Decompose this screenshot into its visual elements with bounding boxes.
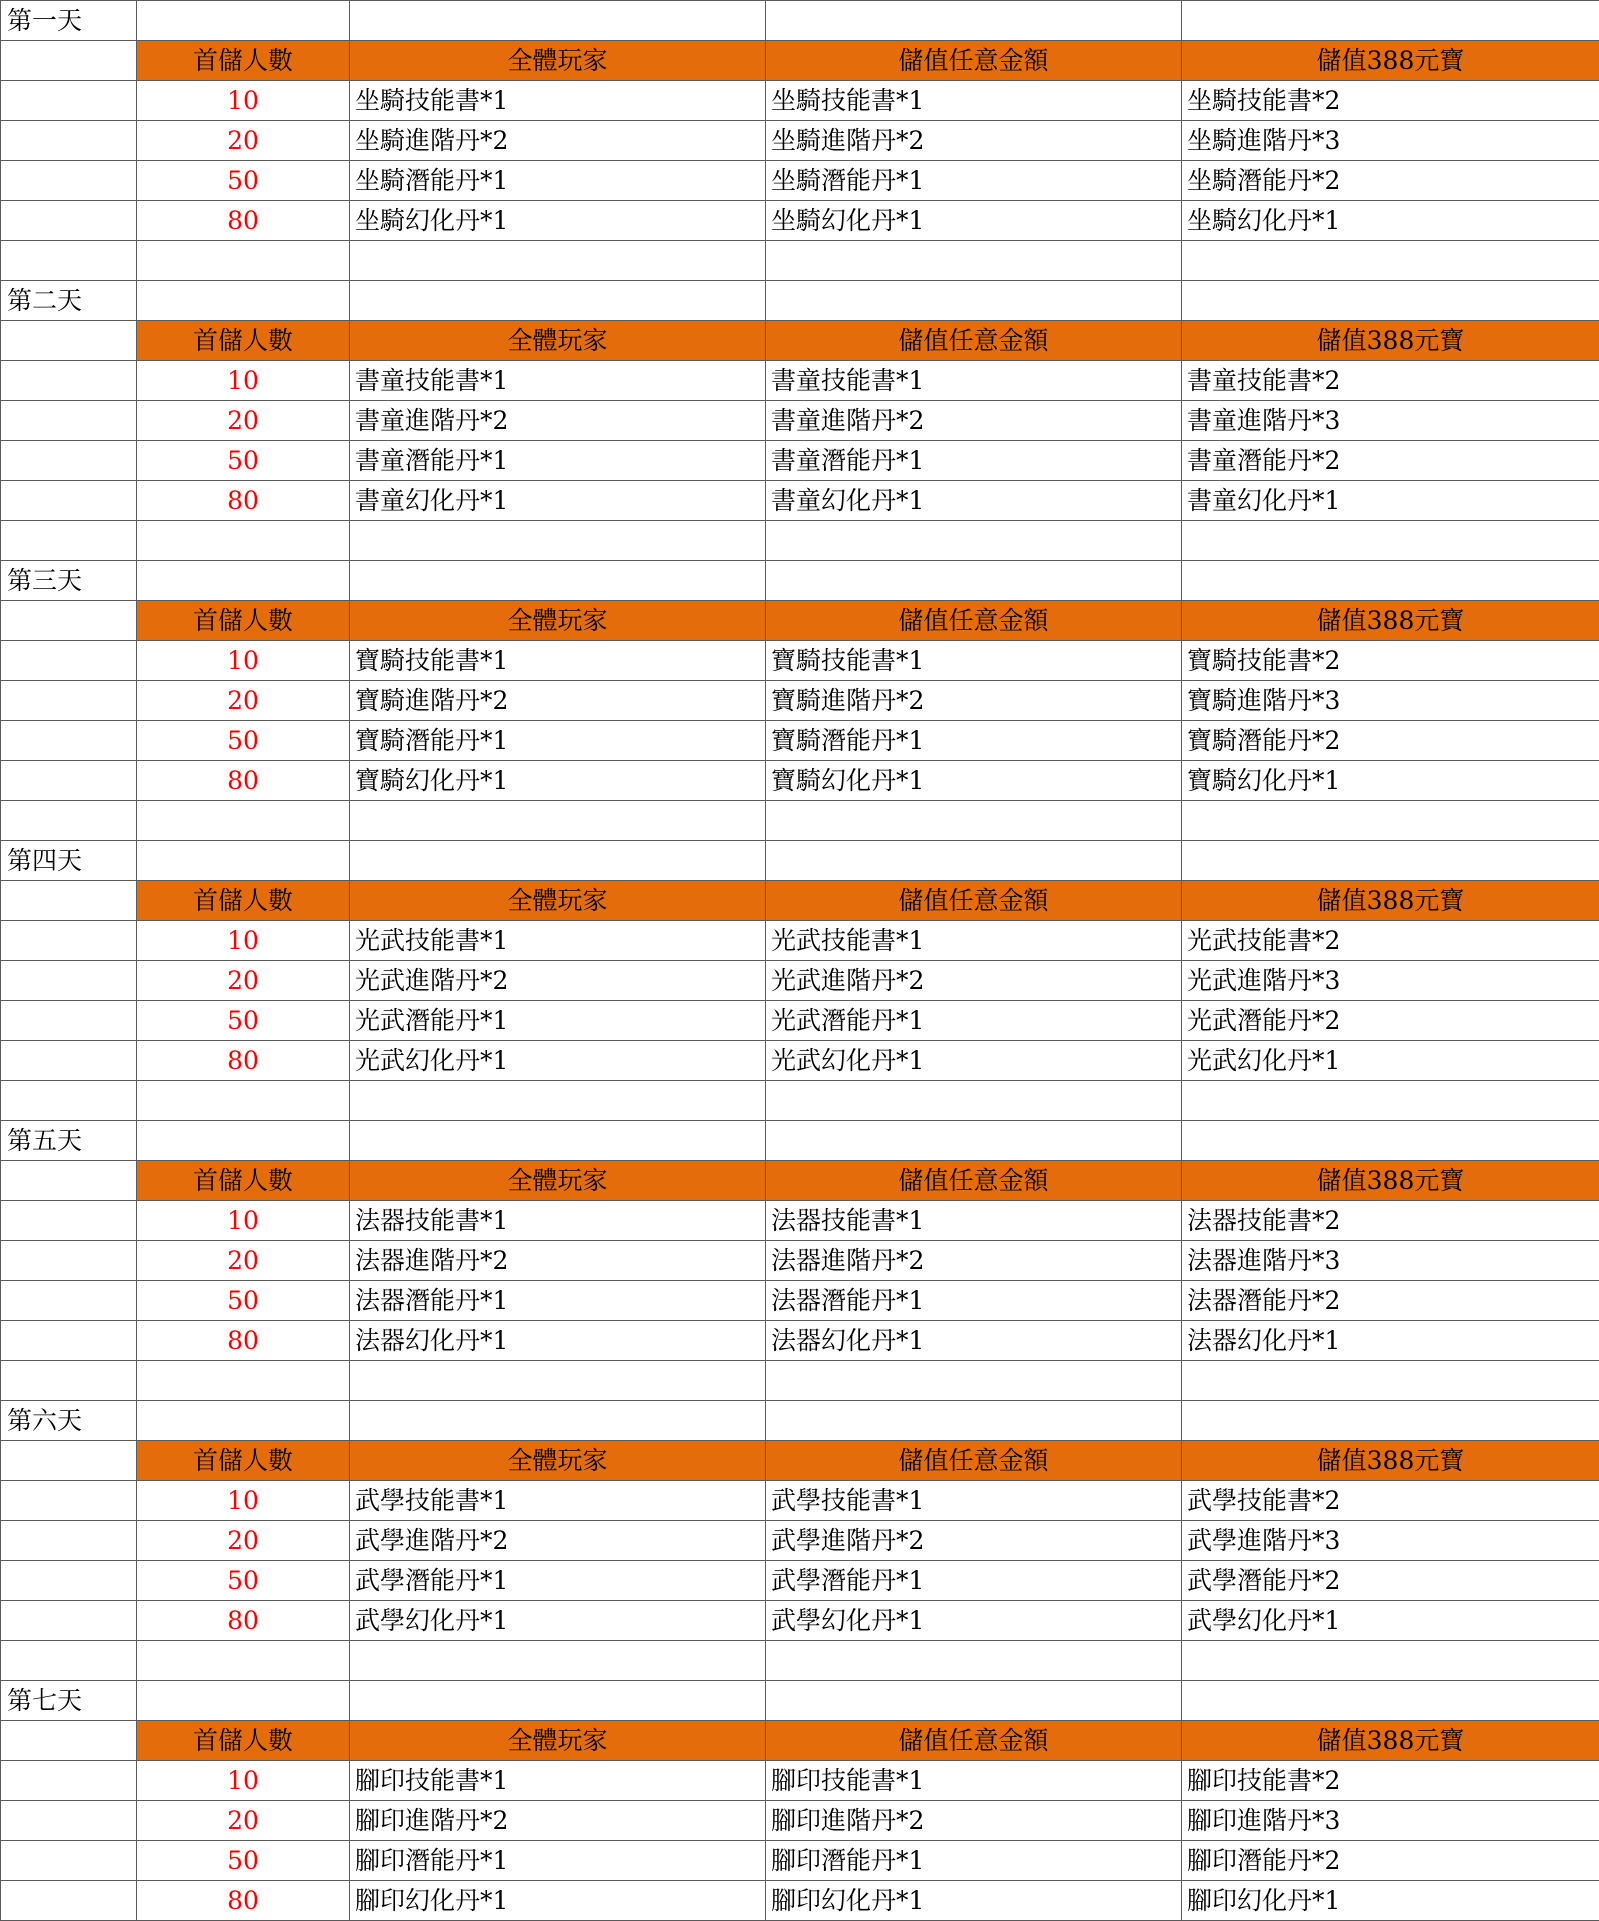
empty-cell[interactable] bbox=[1, 401, 137, 441]
empty-cell[interactable] bbox=[1, 1001, 137, 1041]
any-amount-reward-cell[interactable]: 腳印進階丹*2 bbox=[766, 1801, 1182, 1841]
count-cell[interactable]: 50 bbox=[137, 721, 350, 761]
amount-388-reward-cell[interactable]: 書童潛能丹*2 bbox=[1182, 441, 1599, 481]
amount-388-reward-cell[interactable]: 武學進階丹*3 bbox=[1182, 1521, 1599, 1561]
day-title-row bbox=[1, 1121, 1599, 1161]
empty-cell[interactable] bbox=[766, 1361, 1182, 1401]
count-cell[interactable]: 20 bbox=[137, 121, 350, 161]
any-amount-reward-cell[interactable]: 武學進階丹*2 bbox=[766, 1521, 1182, 1561]
all-players-reward-cell[interactable]: 法器進階丹*2 bbox=[350, 1241, 766, 1281]
amount-388-reward-cell[interactable]: 坐騎潛能丹*2 bbox=[1182, 161, 1599, 201]
empty-cell[interactable] bbox=[350, 1681, 766, 1721]
empty-cell[interactable] bbox=[1182, 801, 1599, 841]
all-players-reward-cell[interactable]: 寶騎技能書*1 bbox=[350, 641, 766, 681]
empty-cell[interactable] bbox=[766, 281, 1182, 321]
day-title[interactable]: 第七天 bbox=[1, 1681, 137, 1721]
empty-cell[interactable] bbox=[1182, 241, 1599, 281]
amount-388-reward-cell[interactable]: 寶騎技能書*2 bbox=[1182, 641, 1599, 681]
empty-cell[interactable] bbox=[1, 321, 137, 361]
all-players-reward-cell[interactable]: 書童潛能丹*1 bbox=[350, 441, 766, 481]
day-title-row bbox=[1, 1, 1599, 41]
empty-cell[interactable] bbox=[1, 881, 137, 921]
header-row bbox=[1, 881, 1599, 921]
amount-388-reward-cell[interactable]: 法器進階丹*3 bbox=[1182, 1241, 1599, 1281]
all-players-reward-cell[interactable]: 武學進階丹*2 bbox=[350, 1521, 766, 1561]
empty-cell[interactable] bbox=[137, 801, 350, 841]
header-any-amount[interactable]: 儲值任意金額 bbox=[766, 601, 1182, 641]
spacer-row bbox=[1, 1081, 1599, 1121]
empty-cell[interactable] bbox=[1, 161, 137, 201]
any-amount-reward-cell[interactable]: 腳印潛能丹*1 bbox=[766, 1841, 1182, 1881]
amount-388-reward-cell[interactable]: 坐騎幻化丹*1 bbox=[1182, 201, 1599, 241]
any-amount-reward-cell[interactable]: 武學潛能丹*1 bbox=[766, 1561, 1182, 1601]
reward-row bbox=[1, 721, 1599, 761]
empty-cell[interactable] bbox=[1, 121, 137, 161]
amount-388-reward-cell[interactable]: 坐騎技能書*2 bbox=[1182, 81, 1599, 121]
empty-cell[interactable] bbox=[766, 841, 1182, 881]
empty-cell[interactable] bbox=[1182, 841, 1599, 881]
empty-cell[interactable] bbox=[350, 1361, 766, 1401]
header-all-players[interactable]: 全體玩家 bbox=[350, 601, 766, 641]
header-count[interactable]: 首儲人數 bbox=[137, 1161, 350, 1201]
empty-cell[interactable] bbox=[137, 521, 350, 561]
amount-388-reward-cell[interactable]: 腳印潛能丹*2 bbox=[1182, 1841, 1599, 1881]
any-amount-reward-cell[interactable]: 法器進階丹*2 bbox=[766, 1241, 1182, 1281]
count-cell[interactable]: 10 bbox=[137, 641, 350, 681]
all-players-reward-cell[interactable]: 寶騎進階丹*2 bbox=[350, 681, 766, 721]
all-players-reward-cell[interactable]: 書童幻化丹*1 bbox=[350, 481, 766, 521]
reward-row bbox=[1, 441, 1599, 481]
header-count[interactable]: 首儲人數 bbox=[137, 1441, 350, 1481]
empty-cell[interactable] bbox=[1, 961, 137, 1001]
empty-cell[interactable] bbox=[1, 81, 137, 121]
day-title[interactable]: 第四天 bbox=[1, 841, 137, 881]
any-amount-reward-cell[interactable]: 武學技能書*1 bbox=[766, 1481, 1182, 1521]
empty-cell[interactable] bbox=[1, 801, 137, 841]
header-all-players[interactable]: 全體玩家 bbox=[350, 1721, 766, 1761]
all-players-reward-cell[interactable]: 寶騎幻化丹*1 bbox=[350, 761, 766, 801]
empty-cell[interactable] bbox=[766, 1081, 1182, 1121]
reward-row bbox=[1, 1041, 1599, 1081]
count-cell[interactable]: 20 bbox=[137, 681, 350, 721]
amount-388-reward-cell[interactable]: 寶騎潛能丹*2 bbox=[1182, 721, 1599, 761]
header-388[interactable]: 儲值388元寶 bbox=[1182, 881, 1599, 921]
count-cell[interactable]: 20 bbox=[137, 1801, 350, 1841]
reward-row bbox=[1, 1321, 1599, 1361]
reward-row bbox=[1, 481, 1599, 521]
empty-cell[interactable] bbox=[1182, 1361, 1599, 1401]
amount-388-reward-cell[interactable]: 坐騎進階丹*3 bbox=[1182, 121, 1599, 161]
header-388[interactable]: 儲值388元寶 bbox=[1182, 321, 1599, 361]
amount-388-reward-cell[interactable]: 光武潛能丹*2 bbox=[1182, 1001, 1599, 1041]
empty-cell[interactable] bbox=[1, 1481, 137, 1521]
amount-388-reward-cell[interactable]: 書童進階丹*3 bbox=[1182, 401, 1599, 441]
all-players-reward-cell[interactable]: 法器幻化丹*1 bbox=[350, 1321, 766, 1361]
reward-row bbox=[1, 761, 1599, 801]
any-amount-reward-cell[interactable]: 寶騎技能書*1 bbox=[766, 641, 1182, 681]
header-count[interactable]: 首儲人數 bbox=[137, 881, 350, 921]
header-any-amount[interactable]: 儲值任意金額 bbox=[766, 321, 1182, 361]
empty-cell[interactable] bbox=[1, 1521, 137, 1561]
amount-388-reward-cell[interactable]: 光武進階丹*3 bbox=[1182, 961, 1599, 1001]
empty-cell[interactable] bbox=[766, 801, 1182, 841]
day-title[interactable]: 第一天 bbox=[1, 1, 137, 41]
empty-cell[interactable] bbox=[766, 1681, 1182, 1721]
empty-cell[interactable] bbox=[766, 241, 1182, 281]
reward-row bbox=[1, 1521, 1599, 1561]
header-all-players[interactable]: 全體玩家 bbox=[350, 41, 766, 81]
count-cell[interactable]: 80 bbox=[137, 201, 350, 241]
amount-388-reward-cell[interactable]: 書童幻化丹*1 bbox=[1182, 481, 1599, 521]
empty-cell[interactable] bbox=[350, 241, 766, 281]
any-amount-reward-cell[interactable]: 寶騎進階丹*2 bbox=[766, 681, 1182, 721]
all-players-reward-cell[interactable]: 坐騎幻化丹*1 bbox=[350, 201, 766, 241]
count-cell[interactable]: 50 bbox=[137, 1001, 350, 1041]
count-cell[interactable]: 50 bbox=[137, 441, 350, 481]
empty-cell[interactable] bbox=[1, 1361, 137, 1401]
empty-cell[interactable] bbox=[1, 1081, 137, 1121]
any-amount-reward-cell[interactable]: 寶騎潛能丹*1 bbox=[766, 721, 1182, 761]
count-cell[interactable]: 80 bbox=[137, 761, 350, 801]
count-cell[interactable]: 20 bbox=[137, 401, 350, 441]
all-players-reward-cell[interactable]: 光武技能書*1 bbox=[350, 921, 766, 961]
count-cell[interactable]: 20 bbox=[137, 961, 350, 1001]
empty-cell[interactable] bbox=[1, 921, 137, 961]
empty-cell[interactable] bbox=[766, 1, 1182, 41]
any-amount-reward-cell[interactable]: 法器幻化丹*1 bbox=[766, 1321, 1182, 1361]
empty-cell[interactable] bbox=[1, 1601, 137, 1641]
count-cell[interactable]: 10 bbox=[137, 921, 350, 961]
day-title[interactable]: 第二天 bbox=[1, 281, 137, 321]
empty-cell[interactable] bbox=[1, 641, 137, 681]
all-players-reward-cell[interactable]: 武學技能書*1 bbox=[350, 1481, 766, 1521]
empty-cell[interactable] bbox=[350, 281, 766, 321]
spacer-row bbox=[1, 1361, 1599, 1401]
empty-cell[interactable] bbox=[1, 1841, 137, 1881]
count-cell[interactable]: 10 bbox=[137, 1481, 350, 1521]
empty-cell[interactable] bbox=[1182, 561, 1599, 601]
amount-388-reward-cell[interactable]: 光武幻化丹*1 bbox=[1182, 1041, 1599, 1081]
any-amount-reward-cell[interactable]: 坐騎技能書*1 bbox=[766, 81, 1182, 121]
empty-cell[interactable] bbox=[1182, 1121, 1599, 1161]
count-cell[interactable]: 20 bbox=[137, 1241, 350, 1281]
count-cell[interactable]: 50 bbox=[137, 1281, 350, 1321]
reward-table-body bbox=[1, 1, 1599, 1921]
reward-row bbox=[1, 401, 1599, 441]
empty-cell[interactable] bbox=[137, 1361, 350, 1401]
empty-cell[interactable] bbox=[1182, 1641, 1599, 1681]
count-cell[interactable]: 10 bbox=[137, 1201, 350, 1241]
count-cell[interactable]: 80 bbox=[137, 1601, 350, 1641]
header-any-amount[interactable]: 儲值任意金額 bbox=[766, 41, 1182, 81]
empty-cell[interactable] bbox=[1, 1321, 137, 1361]
header-388[interactable]: 儲值388元寶 bbox=[1182, 1721, 1599, 1761]
any-amount-reward-cell[interactable]: 坐騎進階丹*2 bbox=[766, 121, 1182, 161]
header-row bbox=[1, 321, 1599, 361]
amount-388-reward-cell[interactable]: 光武技能書*2 bbox=[1182, 921, 1599, 961]
empty-cell[interactable] bbox=[766, 521, 1182, 561]
day-title-row bbox=[1, 561, 1599, 601]
empty-cell[interactable] bbox=[1, 601, 137, 641]
all-players-reward-cell[interactable]: 腳印技能書*1 bbox=[350, 1761, 766, 1801]
empty-cell[interactable] bbox=[1, 41, 137, 81]
amount-388-reward-cell[interactable]: 書童技能書*2 bbox=[1182, 361, 1599, 401]
all-players-reward-cell[interactable]: 書童技能書*1 bbox=[350, 361, 766, 401]
any-amount-reward-cell[interactable]: 武學幻化丹*1 bbox=[766, 1601, 1182, 1641]
empty-cell[interactable] bbox=[1, 481, 137, 521]
empty-cell[interactable] bbox=[1, 1721, 137, 1761]
any-amount-reward-cell[interactable]: 光武進階丹*2 bbox=[766, 961, 1182, 1001]
day-title-row bbox=[1, 841, 1599, 881]
count-cell[interactable]: 50 bbox=[137, 1561, 350, 1601]
empty-cell[interactable] bbox=[1182, 1, 1599, 41]
amount-388-reward-cell[interactable]: 武學技能書*2 bbox=[1182, 1481, 1599, 1521]
empty-cell[interactable] bbox=[137, 1, 350, 41]
count-cell[interactable]: 80 bbox=[137, 1881, 350, 1921]
empty-cell[interactable] bbox=[137, 1641, 350, 1681]
header-all-players[interactable]: 全體玩家 bbox=[350, 1441, 766, 1481]
reward-row bbox=[1, 1281, 1599, 1321]
header-any-amount[interactable]: 儲值任意金額 bbox=[766, 1441, 1182, 1481]
empty-cell[interactable] bbox=[1, 1801, 137, 1841]
header-row bbox=[1, 1441, 1599, 1481]
reward-row bbox=[1, 1561, 1599, 1601]
amount-388-reward-cell[interactable]: 法器技能書*2 bbox=[1182, 1201, 1599, 1241]
reward-row bbox=[1, 201, 1599, 241]
any-amount-reward-cell[interactable]: 法器技能書*1 bbox=[766, 1201, 1182, 1241]
amount-388-reward-cell[interactable]: 寶騎進階丹*3 bbox=[1182, 681, 1599, 721]
empty-cell[interactable] bbox=[137, 1081, 350, 1121]
header-any-amount[interactable]: 儲值任意金額 bbox=[766, 1721, 1182, 1761]
all-players-reward-cell[interactable]: 坐騎技能書*1 bbox=[350, 81, 766, 121]
empty-cell[interactable] bbox=[350, 521, 766, 561]
empty-cell[interactable] bbox=[1182, 1681, 1599, 1721]
day-title[interactable]: 第五天 bbox=[1, 1121, 137, 1161]
count-cell[interactable]: 50 bbox=[137, 1841, 350, 1881]
any-amount-reward-cell[interactable]: 腳印技能書*1 bbox=[766, 1761, 1182, 1801]
empty-cell[interactable] bbox=[1, 1201, 137, 1241]
all-players-reward-cell[interactable]: 腳印幻化丹*1 bbox=[350, 1881, 766, 1921]
empty-cell[interactable] bbox=[1182, 1081, 1599, 1121]
reward-row bbox=[1, 1841, 1599, 1881]
amount-388-reward-cell[interactable]: 武學幻化丹*1 bbox=[1182, 1601, 1599, 1641]
any-amount-reward-cell[interactable]: 光武潛能丹*1 bbox=[766, 1001, 1182, 1041]
reward-row bbox=[1, 1201, 1599, 1241]
any-amount-reward-cell[interactable]: 坐騎潛能丹*1 bbox=[766, 161, 1182, 201]
header-count[interactable]: 首儲人數 bbox=[137, 1721, 350, 1761]
any-amount-reward-cell[interactable]: 書童幻化丹*1 bbox=[766, 481, 1182, 521]
amount-388-reward-cell[interactable]: 法器幻化丹*1 bbox=[1182, 1321, 1599, 1361]
reward-row bbox=[1, 1241, 1599, 1281]
header-count[interactable]: 首儲人數 bbox=[137, 601, 350, 641]
reward-row bbox=[1, 681, 1599, 721]
reward-row bbox=[1, 81, 1599, 121]
empty-cell[interactable] bbox=[1, 521, 137, 561]
reward-row bbox=[1, 1801, 1599, 1841]
reward-row bbox=[1, 161, 1599, 201]
empty-cell[interactable] bbox=[766, 1121, 1182, 1161]
all-players-reward-cell[interactable]: 寶騎潛能丹*1 bbox=[350, 721, 766, 761]
count-cell[interactable]: 10 bbox=[137, 1761, 350, 1801]
reward-row bbox=[1, 361, 1599, 401]
any-amount-reward-cell[interactable]: 寶騎幻化丹*1 bbox=[766, 761, 1182, 801]
day-title-row bbox=[1, 281, 1599, 321]
header-row bbox=[1, 41, 1599, 81]
all-players-reward-cell[interactable]: 法器潛能丹*1 bbox=[350, 1281, 766, 1321]
empty-cell[interactable] bbox=[1182, 521, 1599, 561]
count-cell[interactable]: 80 bbox=[137, 1041, 350, 1081]
all-players-reward-cell[interactable]: 坐騎潛能丹*1 bbox=[350, 161, 766, 201]
empty-cell[interactable] bbox=[1182, 281, 1599, 321]
header-row bbox=[1, 1161, 1599, 1201]
empty-cell[interactable] bbox=[1, 241, 137, 281]
empty-cell[interactable] bbox=[137, 1401, 350, 1441]
amount-388-reward-cell[interactable]: 腳印進階丹*3 bbox=[1182, 1801, 1599, 1841]
empty-cell[interactable] bbox=[1, 1281, 137, 1321]
empty-cell[interactable] bbox=[766, 1401, 1182, 1441]
any-amount-reward-cell[interactable]: 法器潛能丹*1 bbox=[766, 1281, 1182, 1321]
header-any-amount[interactable]: 儲值任意金額 bbox=[766, 881, 1182, 921]
empty-cell[interactable] bbox=[1, 1641, 137, 1681]
empty-cell[interactable] bbox=[1, 1561, 137, 1601]
empty-cell[interactable] bbox=[1, 761, 137, 801]
count-cell[interactable]: 20 bbox=[137, 1521, 350, 1561]
header-388[interactable]: 儲值388元寶 bbox=[1182, 1441, 1599, 1481]
empty-cell[interactable] bbox=[1, 201, 137, 241]
spacer-row bbox=[1, 521, 1599, 561]
day-title[interactable]: 第三天 bbox=[1, 561, 137, 601]
empty-cell[interactable] bbox=[137, 241, 350, 281]
empty-cell[interactable] bbox=[1, 681, 137, 721]
any-amount-reward-cell[interactable]: 光武幻化丹*1 bbox=[766, 1041, 1182, 1081]
day-title-row bbox=[1, 1401, 1599, 1441]
all-players-reward-cell[interactable]: 法器技能書*1 bbox=[350, 1201, 766, 1241]
empty-cell[interactable] bbox=[350, 1121, 766, 1161]
any-amount-reward-cell[interactable]: 書童進階丹*2 bbox=[766, 401, 1182, 441]
empty-cell[interactable] bbox=[350, 1401, 766, 1441]
reward-row bbox=[1, 1601, 1599, 1641]
header-row bbox=[1, 1721, 1599, 1761]
any-amount-reward-cell[interactable]: 書童潛能丹*1 bbox=[766, 441, 1182, 481]
amount-388-reward-cell[interactable]: 武學潛能丹*2 bbox=[1182, 1561, 1599, 1601]
all-players-reward-cell[interactable]: 腳印進階丹*2 bbox=[350, 1801, 766, 1841]
any-amount-reward-cell[interactable]: 書童技能書*1 bbox=[766, 361, 1182, 401]
empty-cell[interactable] bbox=[137, 1121, 350, 1161]
reward-row bbox=[1, 641, 1599, 681]
empty-cell[interactable] bbox=[350, 1, 766, 41]
all-players-reward-cell[interactable]: 光武進階丹*2 bbox=[350, 961, 766, 1001]
empty-cell[interactable] bbox=[1, 1761, 137, 1801]
all-players-reward-cell[interactable]: 武學潛能丹*1 bbox=[350, 1561, 766, 1601]
empty-cell[interactable] bbox=[350, 841, 766, 881]
empty-cell[interactable] bbox=[1, 1881, 137, 1921]
empty-cell[interactable] bbox=[1, 721, 137, 761]
empty-cell[interactable] bbox=[137, 1681, 350, 1721]
empty-cell[interactable] bbox=[766, 561, 1182, 601]
header-any-amount[interactable]: 儲值任意金額 bbox=[766, 1161, 1182, 1201]
header-all-players[interactable]: 全體玩家 bbox=[350, 1161, 766, 1201]
any-amount-reward-cell[interactable]: 腳印幻化丹*1 bbox=[766, 1881, 1182, 1921]
spacer-row bbox=[1, 801, 1599, 841]
reward-row bbox=[1, 1881, 1599, 1921]
empty-cell[interactable] bbox=[1, 361, 137, 401]
header-row bbox=[1, 601, 1599, 641]
any-amount-reward-cell[interactable]: 光武技能書*1 bbox=[766, 921, 1182, 961]
amount-388-reward-cell[interactable]: 法器潛能丹*2 bbox=[1182, 1281, 1599, 1321]
count-cell[interactable]: 50 bbox=[137, 161, 350, 201]
all-players-reward-cell[interactable]: 武學幻化丹*1 bbox=[350, 1601, 766, 1641]
spacer-row bbox=[1, 1641, 1599, 1681]
count-cell[interactable]: 10 bbox=[137, 81, 350, 121]
all-players-reward-cell[interactable]: 腳印潛能丹*1 bbox=[350, 1841, 766, 1881]
empty-cell[interactable] bbox=[350, 801, 766, 841]
empty-cell[interactable] bbox=[350, 1081, 766, 1121]
all-players-reward-cell[interactable]: 光武幻化丹*1 bbox=[350, 1041, 766, 1081]
header-all-players[interactable]: 全體玩家 bbox=[350, 321, 766, 361]
header-388[interactable]: 儲值388元寶 bbox=[1182, 601, 1599, 641]
day-title[interactable]: 第六天 bbox=[1, 1401, 137, 1441]
empty-cell[interactable] bbox=[137, 841, 350, 881]
empty-cell[interactable] bbox=[1, 441, 137, 481]
count-cell[interactable]: 10 bbox=[137, 361, 350, 401]
reward-row bbox=[1, 121, 1599, 161]
empty-cell[interactable] bbox=[350, 561, 766, 601]
amount-388-reward-cell[interactable]: 腳印幻化丹*1 bbox=[1182, 1881, 1599, 1921]
count-cell[interactable]: 80 bbox=[137, 481, 350, 521]
reward-row bbox=[1, 1481, 1599, 1521]
empty-cell[interactable] bbox=[137, 281, 350, 321]
spacer-row bbox=[1, 241, 1599, 281]
empty-cell[interactable] bbox=[766, 1641, 1182, 1681]
empty-cell[interactable] bbox=[1182, 1401, 1599, 1441]
empty-cell[interactable] bbox=[1, 1241, 137, 1281]
count-cell[interactable]: 80 bbox=[137, 1321, 350, 1361]
header-388[interactable]: 儲值388元寶 bbox=[1182, 41, 1599, 81]
reward-row bbox=[1, 921, 1599, 961]
all-players-reward-cell[interactable]: 坐騎進階丹*2 bbox=[350, 121, 766, 161]
amount-388-reward-cell[interactable]: 寶騎幻化丹*1 bbox=[1182, 761, 1599, 801]
header-all-players[interactable]: 全體玩家 bbox=[350, 881, 766, 921]
reward-row bbox=[1, 1761, 1599, 1801]
header-count[interactable]: 首儲人數 bbox=[137, 41, 350, 81]
empty-cell[interactable] bbox=[1, 1161, 137, 1201]
amount-388-reward-cell[interactable]: 腳印技能書*2 bbox=[1182, 1761, 1599, 1801]
empty-cell[interactable] bbox=[1, 1041, 137, 1081]
all-players-reward-cell[interactable]: 光武潛能丹*1 bbox=[350, 1001, 766, 1041]
all-players-reward-cell[interactable]: 書童進階丹*2 bbox=[350, 401, 766, 441]
reward-row bbox=[1, 1001, 1599, 1041]
empty-cell[interactable] bbox=[137, 561, 350, 601]
any-amount-reward-cell[interactable]: 坐騎幻化丹*1 bbox=[766, 201, 1182, 241]
empty-cell[interactable] bbox=[350, 1641, 766, 1681]
header-388[interactable]: 儲值388元寶 bbox=[1182, 1161, 1599, 1201]
reward-row bbox=[1, 961, 1599, 1001]
header-count[interactable]: 首儲人數 bbox=[137, 321, 350, 361]
day-title-row bbox=[1, 1681, 1599, 1721]
empty-cell[interactable] bbox=[1, 1441, 137, 1481]
